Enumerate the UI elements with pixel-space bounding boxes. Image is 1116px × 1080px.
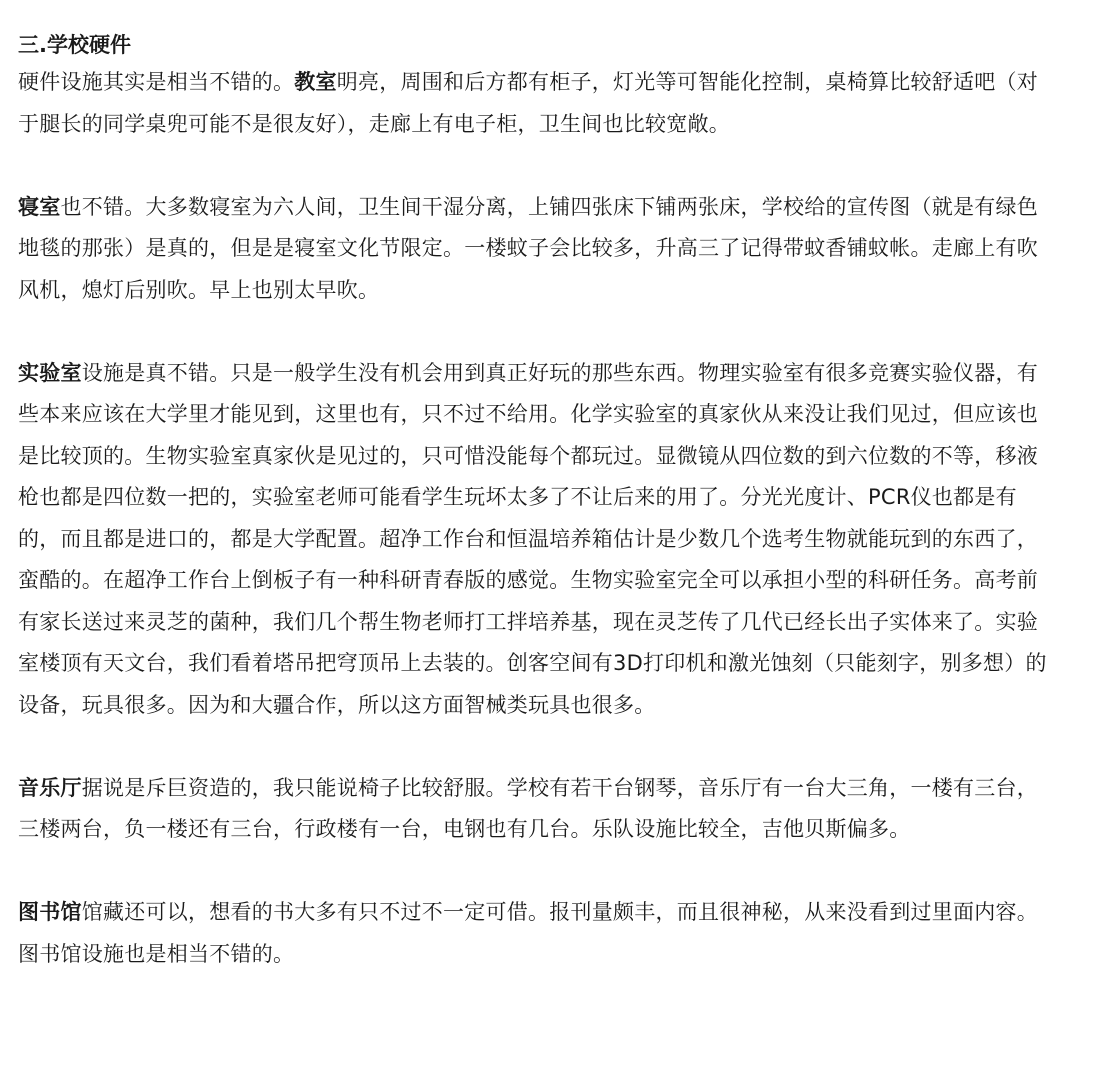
paragraph-gap [18,311,1058,353]
paragraph-text: 馆藏还可以，想看的书大多有只不过不一定可借。报刊量颇丰，而且很神秘，从来没看到过里面内容。图书馆设施也是相当不错的。 [18,900,1038,966]
paragraph-text: 明亮，周围和后方都有柜子，灯光等可智能化控制，桌椅算比较舒适吧（对于腿长的同学桌兜可能不是很友好），走廊上有电子柜，卫生间也比较宽敞。 [18,70,1038,136]
keyword-library: 图书馆 [18,900,82,924]
paragraph-gap [18,726,1058,768]
keyword-classroom: 教室 [294,70,337,94]
paragraph-gap [18,851,1058,893]
paragraph-text: 设施是真不错。只是一般学生没有机会用到真正好玩的那些东西。物理实验室有很多竞赛实验仪器，有些本来应该在大学里才能见到，这里也有，只不过不给用。化学实验室的真家伙从来没让我们见过，但应该也是比较顶的。生物实验室真家伙是见过的，只可惜没能每个都玩过。显微镜从四位数的到六位数的不等，移液枪也都是四位数一把的，实验室老师可能看学生玩坏太多了不让后来的用了。分光光度计、PCR仪也都是有的，而且都是进口的，都是大学配置。超净工作台和恒温培养箱估计是少数几个选考生物就能玩到的东西了，蛮酷的。在超净工作台上倒板子有一种科研青春版的感觉。生物实验室完全可以承担小型的科研任务。高考前有家长送过来灵芝的菌种，我们几个帮生物老师打工拌培养基，现在灵芝传了几代已经长出子实体来了。实验室楼顶有天文台，我们看着塔吊把穹顶吊上去装的。创客空间有3D打印机和激光蚀刻（只能刻字，别多想）的设备，玩具很多。因为和大疆合作，所以这方面智械类玩具也很多。 [18,360,1047,717]
paragraph-lead: 硬件设施其实是相当不错的。 [18,70,295,94]
paragraph-text: 也不错。大多数寝室为六人间，卫生间干湿分离，上铺四张床下铺两张床，学校给的宣传图（就是有绿色地毯的那张）是真的，但是是寝室文化节限定。一楼蚊子会比较多，升高三了记得带蚊香铺蚊帐。走廊上有吹风机，熄灯后别吹。早上也别太早吹。 [18,194,1038,302]
paragraph-dormitory [18,187,1058,312]
paragraph-music-hall [18,768,1058,851]
paragraph-library [18,892,1058,975]
paragraph-gap [18,145,1058,187]
paragraph-laboratory [18,353,1058,727]
paragraph-text: 据说是斥巨资造的，我只能说椅子比较舒服。学校有若干台钢琴，音乐厅有一台大三角，一楼有三台，三楼两台，负一楼还有三台，行政楼有一台，电钢也有几台。乐队设施比较全，吉他贝斯偏多。 [18,775,1038,841]
keyword-dormitory: 寝室 [18,194,61,219]
section-title: 三.学校硬件 [18,33,131,57]
keyword-laboratory: 实验室 [18,360,82,385]
keyword-music-hall: 音乐厅 [18,775,82,800]
paragraph-classroom [18,62,1058,145]
